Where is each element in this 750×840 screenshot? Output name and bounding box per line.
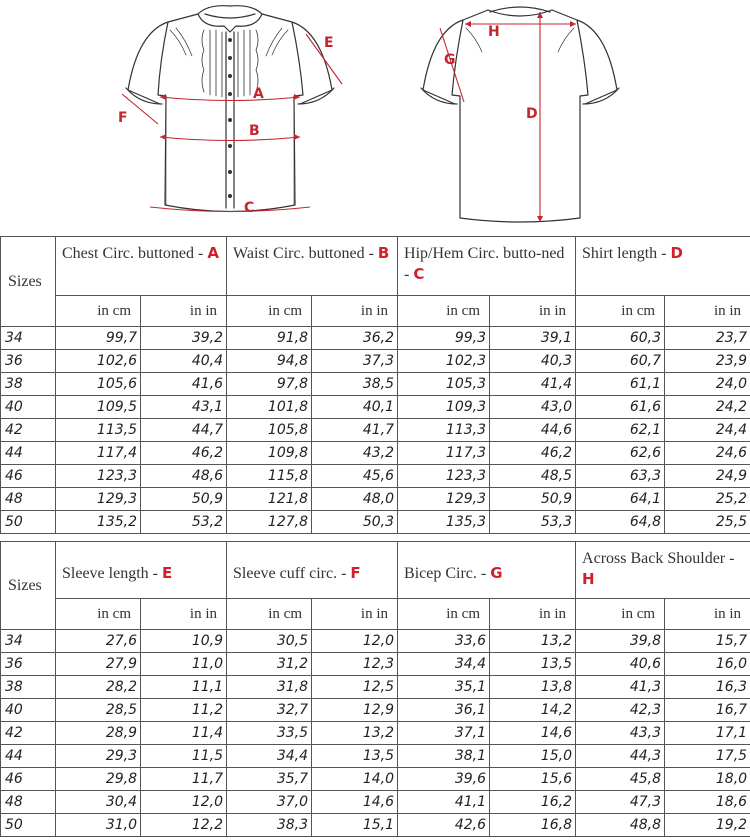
table-row xyxy=(1,768,750,791)
label-e: E xyxy=(324,35,334,51)
value-cell: 31,8 xyxy=(227,676,312,699)
unit-in: in in xyxy=(312,296,398,327)
column-header-shirt-length: Shirt length - D xyxy=(576,237,750,296)
value-cell: 44,3 xyxy=(576,745,665,768)
value-cell: 27,9 xyxy=(56,653,141,676)
value-cell: 25,2 xyxy=(665,488,750,511)
table-row xyxy=(1,442,750,465)
table-row xyxy=(1,791,750,814)
value-cell: 13,2 xyxy=(312,722,398,745)
value-cell: 38,5 xyxy=(312,373,398,396)
value-cell: 135,3 xyxy=(398,511,490,534)
value-cell: 12,0 xyxy=(312,630,398,653)
value-cell: 105,6 xyxy=(56,373,141,396)
value-cell: 34,4 xyxy=(398,653,490,676)
table-row xyxy=(1,814,750,837)
value-cell: 43,1 xyxy=(141,396,227,419)
unit-in: in in xyxy=(665,599,750,630)
table-row xyxy=(1,722,750,745)
value-cell: 23,9 xyxy=(665,350,750,373)
value-cell: 48,8 xyxy=(576,814,665,837)
table-row xyxy=(1,745,750,768)
value-cell: 15,6 xyxy=(490,768,576,791)
value-cell: 109,3 xyxy=(398,396,490,419)
size-cell: 34 xyxy=(1,630,56,653)
value-cell: 113,3 xyxy=(398,419,490,442)
value-cell: 41,3 xyxy=(576,676,665,699)
value-cell: 48,5 xyxy=(490,465,576,488)
size-cell: 40 xyxy=(1,699,56,722)
value-cell: 44,6 xyxy=(490,419,576,442)
table-row xyxy=(1,653,750,676)
value-cell: 60,3 xyxy=(576,327,665,350)
value-cell: 12,3 xyxy=(312,653,398,676)
value-cell: 33,5 xyxy=(227,722,312,745)
value-cell: 39,1 xyxy=(490,327,576,350)
size-cell: 48 xyxy=(1,791,56,814)
column-header-across-back: Across Back Shoulder - H xyxy=(576,542,750,599)
value-cell: 30,5 xyxy=(227,630,312,653)
value-cell: 129,3 xyxy=(398,488,490,511)
size-cell: 36 xyxy=(1,350,56,373)
value-cell: 42,6 xyxy=(398,814,490,837)
value-cell: 40,4 xyxy=(141,350,227,373)
value-cell: 64,1 xyxy=(576,488,665,511)
size-cell: 42 xyxy=(1,419,56,442)
column-header-hip: Hip/Hem Circ. butto-ned - C xyxy=(398,237,576,296)
shirt-technical-drawing xyxy=(0,0,750,232)
value-cell: 16,2 xyxy=(490,791,576,814)
value-cell: 48,0 xyxy=(312,488,398,511)
value-cell: 62,1 xyxy=(576,419,665,442)
value-cell: 35,1 xyxy=(398,676,490,699)
value-cell: 102,3 xyxy=(398,350,490,373)
front-buttons xyxy=(228,38,232,198)
value-cell: 16,8 xyxy=(490,814,576,837)
value-cell: 24,0 xyxy=(665,373,750,396)
unit-cm: in cm xyxy=(56,296,141,327)
size-cell: 46 xyxy=(1,768,56,791)
size-cell: 46 xyxy=(1,465,56,488)
value-cell: 101,8 xyxy=(227,396,312,419)
value-cell: 30,4 xyxy=(56,791,141,814)
value-cell: 113,5 xyxy=(56,419,141,442)
value-cell: 32,7 xyxy=(227,699,312,722)
unit-cm: in cm xyxy=(398,296,490,327)
value-cell: 62,6 xyxy=(576,442,665,465)
table-row xyxy=(1,630,750,653)
value-cell: 28,5 xyxy=(56,699,141,722)
value-cell: 43,0 xyxy=(490,396,576,419)
value-cell: 17,5 xyxy=(665,745,750,768)
value-cell: 102,6 xyxy=(56,350,141,373)
value-cell: 117,4 xyxy=(56,442,141,465)
value-cell: 14,6 xyxy=(312,791,398,814)
value-cell: 48,6 xyxy=(141,465,227,488)
value-cell: 24,6 xyxy=(665,442,750,465)
value-cell: 14,2 xyxy=(490,699,576,722)
value-cell: 129,3 xyxy=(56,488,141,511)
value-cell: 11,0 xyxy=(141,653,227,676)
value-cell: 47,3 xyxy=(576,791,665,814)
value-cell: 39,6 xyxy=(398,768,490,791)
value-cell: 12,0 xyxy=(141,791,227,814)
value-cell: 28,9 xyxy=(56,722,141,745)
value-cell: 15,7 xyxy=(665,630,750,653)
value-cell: 16,7 xyxy=(665,699,750,722)
value-cell: 50,9 xyxy=(141,488,227,511)
value-cell: 31,2 xyxy=(227,653,312,676)
value-cell: 15,1 xyxy=(312,814,398,837)
value-cell: 42,3 xyxy=(576,699,665,722)
value-cell: 121,8 xyxy=(227,488,312,511)
value-cell: 105,3 xyxy=(398,373,490,396)
value-cell: 33,6 xyxy=(398,630,490,653)
value-cell: 29,8 xyxy=(56,768,141,791)
unit-in: in in xyxy=(141,296,227,327)
value-cell: 50,9 xyxy=(490,488,576,511)
value-cell: 43,3 xyxy=(576,722,665,745)
value-cell: 35,7 xyxy=(227,768,312,791)
label-a: A xyxy=(253,86,264,102)
unit-cm: in cm xyxy=(398,599,490,630)
value-cell: 99,7 xyxy=(56,327,141,350)
unit-in: in in xyxy=(490,296,576,327)
table-row xyxy=(1,488,750,511)
table-row xyxy=(1,373,750,396)
size-cell: 40 xyxy=(1,396,56,419)
value-cell: 36,2 xyxy=(312,327,398,350)
value-cell: 29,3 xyxy=(56,745,141,768)
value-cell: 14,0 xyxy=(312,768,398,791)
value-cell: 60,7 xyxy=(576,350,665,373)
label-c: C xyxy=(244,200,255,216)
value-cell: 46,2 xyxy=(490,442,576,465)
value-cell: 24,2 xyxy=(665,396,750,419)
value-cell: 63,3 xyxy=(576,465,665,488)
value-cell: 41,7 xyxy=(312,419,398,442)
shirt-back-drawing xyxy=(421,7,619,222)
value-cell: 123,3 xyxy=(56,465,141,488)
value-cell: 12,5 xyxy=(312,676,398,699)
table-row xyxy=(1,699,750,722)
size-cell: 48 xyxy=(1,488,56,511)
value-cell: 109,8 xyxy=(227,442,312,465)
table-row xyxy=(1,419,750,442)
value-cell: 18,6 xyxy=(665,791,750,814)
value-cell: 45,6 xyxy=(312,465,398,488)
size-cell: 38 xyxy=(1,373,56,396)
table-row xyxy=(1,465,750,488)
value-cell: 44,7 xyxy=(141,419,227,442)
value-cell: 31,0 xyxy=(56,814,141,837)
label-h: H xyxy=(488,24,500,40)
value-cell: 13,5 xyxy=(312,745,398,768)
value-cell: 39,8 xyxy=(576,630,665,653)
value-cell: 16,0 xyxy=(665,653,750,676)
value-cell: 12,9 xyxy=(312,699,398,722)
value-cell: 13,2 xyxy=(490,630,576,653)
value-cell: 94,8 xyxy=(227,350,312,373)
size-cell: 50 xyxy=(1,511,56,534)
value-cell: 41,6 xyxy=(141,373,227,396)
size-cell: 36 xyxy=(1,653,56,676)
value-cell: 135,2 xyxy=(56,511,141,534)
label-g: G xyxy=(444,52,456,68)
column-header-sleeve-length: Sleeve length - E xyxy=(56,542,227,599)
value-cell: 53,3 xyxy=(490,511,576,534)
value-cell: 115,8 xyxy=(227,465,312,488)
value-cell: 123,3 xyxy=(398,465,490,488)
value-cell: 99,3 xyxy=(398,327,490,350)
value-cell: 14,6 xyxy=(490,722,576,745)
value-cell: 34,4 xyxy=(227,745,312,768)
unit-in: in in xyxy=(312,599,398,630)
size-cell: 44 xyxy=(1,442,56,465)
table-row xyxy=(1,511,750,534)
value-cell: 38,1 xyxy=(398,745,490,768)
value-cell: 11,7 xyxy=(141,768,227,791)
value-cell: 97,8 xyxy=(227,373,312,396)
value-cell: 53,2 xyxy=(141,511,227,534)
sizes-header: Sizes xyxy=(1,237,56,327)
size-cell: 38 xyxy=(1,676,56,699)
unit-cm: in cm xyxy=(56,599,141,630)
value-cell: 40,6 xyxy=(576,653,665,676)
column-header-chest: Chest Circ. buttoned - A xyxy=(56,237,227,296)
label-f: F xyxy=(118,110,128,126)
unit-cm: in cm xyxy=(227,599,312,630)
value-cell: 40,3 xyxy=(490,350,576,373)
shirt-front-drawing xyxy=(126,6,334,212)
value-cell: 13,8 xyxy=(490,676,576,699)
label-b: B xyxy=(249,123,260,139)
value-cell: 24,9 xyxy=(665,465,750,488)
value-cell: 37,0 xyxy=(227,791,312,814)
value-cell: 50,3 xyxy=(312,511,398,534)
unit-in: in in xyxy=(665,296,750,327)
value-cell: 27,6 xyxy=(56,630,141,653)
size-cell: 34 xyxy=(1,327,56,350)
value-cell: 41,1 xyxy=(398,791,490,814)
value-cell: 18,0 xyxy=(665,768,750,791)
unit-in: in in xyxy=(141,599,227,630)
table-row xyxy=(1,350,750,373)
value-cell: 45,8 xyxy=(576,768,665,791)
value-cell: 25,5 xyxy=(665,511,750,534)
size-cell: 44 xyxy=(1,745,56,768)
column-header-sleeve-cuff: Sleeve cuff circ. - F xyxy=(227,542,398,599)
value-cell: 37,3 xyxy=(312,350,398,373)
table-row xyxy=(1,396,750,419)
value-cell: 12,2 xyxy=(141,814,227,837)
value-cell: 43,2 xyxy=(312,442,398,465)
value-cell: 11,4 xyxy=(141,722,227,745)
value-cell: 24,4 xyxy=(665,419,750,442)
table-row xyxy=(1,327,750,350)
value-cell: 91,8 xyxy=(227,327,312,350)
column-header-waist: Waist Circ. buttoned - B xyxy=(227,237,398,296)
value-cell: 19,2 xyxy=(665,814,750,837)
value-cell: 11,1 xyxy=(141,676,227,699)
value-cell: 28,2 xyxy=(56,676,141,699)
column-header-bicep: Bicep Circ. - G xyxy=(398,542,576,599)
sizes-header: Sizes xyxy=(1,542,56,630)
value-cell: 46,2 xyxy=(141,442,227,465)
measurement-lines xyxy=(122,12,576,222)
value-cell: 40,1 xyxy=(312,396,398,419)
value-cell: 37,1 xyxy=(398,722,490,745)
size-table-2 xyxy=(0,541,750,837)
value-cell: 61,1 xyxy=(576,373,665,396)
unit-cm: in cm xyxy=(576,296,665,327)
value-cell: 17,1 xyxy=(665,722,750,745)
value-cell: 64,8 xyxy=(576,511,665,534)
value-cell: 38,3 xyxy=(227,814,312,837)
value-cell: 109,5 xyxy=(56,396,141,419)
size-table-1 xyxy=(0,236,750,534)
value-cell: 39,2 xyxy=(141,327,227,350)
size-cell: 42 xyxy=(1,722,56,745)
unit-cm: in cm xyxy=(576,599,665,630)
value-cell: 127,8 xyxy=(227,511,312,534)
unit-cm: in cm xyxy=(227,296,312,327)
value-cell: 13,5 xyxy=(490,653,576,676)
label-d: D xyxy=(526,106,538,122)
value-cell: 11,5 xyxy=(141,745,227,768)
unit-in: in in xyxy=(490,599,576,630)
value-cell: 10,9 xyxy=(141,630,227,653)
value-cell: 41,4 xyxy=(490,373,576,396)
value-cell: 11,2 xyxy=(141,699,227,722)
size-cell: 50 xyxy=(1,814,56,837)
value-cell: 117,3 xyxy=(398,442,490,465)
value-cell: 16,3 xyxy=(665,676,750,699)
value-cell: 61,6 xyxy=(576,396,665,419)
value-cell: 36,1 xyxy=(398,699,490,722)
value-cell: 105,8 xyxy=(227,419,312,442)
value-cell: 15,0 xyxy=(490,745,576,768)
table-row xyxy=(1,676,750,699)
value-cell: 23,7 xyxy=(665,327,750,350)
